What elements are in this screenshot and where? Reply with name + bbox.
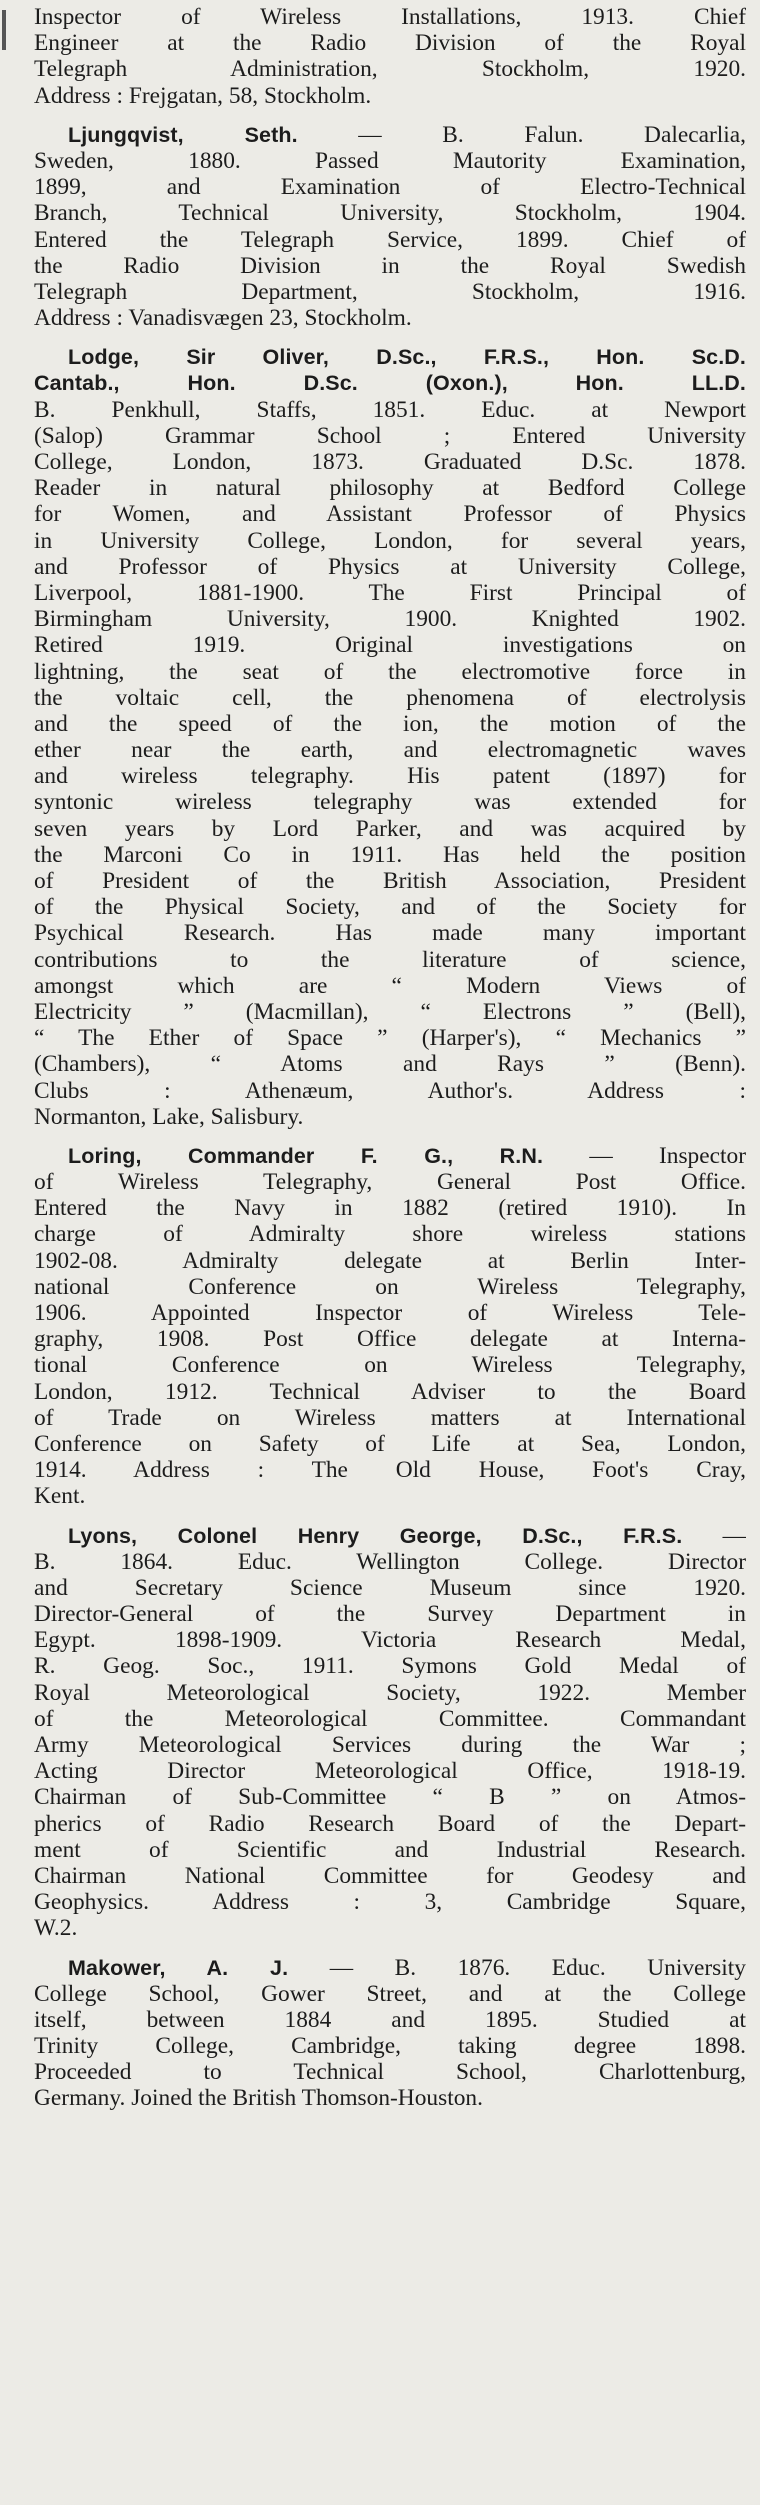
text-line: (Salop) Grammar School ; Entered University [34,422,746,449]
text-line: London, 1912. Technical Adviser to the Board [34,1378,746,1405]
entry-name: Ljungqvist, Seth. [68,122,298,147]
text-line: Birmingham University, 1900. Knighted 1902. [34,606,746,633]
text-line: Entered the Telegraph Service, 1899. Chief of [34,226,746,253]
text-line: the voltaic cell, the phenomena of electrolysis [34,684,746,711]
text-line: Telegraph Department, Stockholm, 1916. [34,278,746,305]
text-line: (Chambers), “ Atoms and Rays ” (Benn). [34,1051,746,1078]
text-line: Director-General of the Survey Department in [34,1601,746,1628]
text-line: seven years by Lord Parker, and was acquired by [34,815,746,842]
text-line: Inspector of Wireless Installations, 1913. Chief [34,4,746,30]
text-line: 1914. Address : The Old House, Foot's Cray, [34,1457,746,1484]
entry-loring [34,1143,746,1510]
entry-continuation [34,4,746,109]
text-line: syntonic wireless telegraphy was extended for [34,789,746,816]
text-line: of President of the British Association, President [34,868,746,894]
text-line: Engineer at the Radio Division of the Royal [34,30,746,57]
text-column [34,4,746,2125]
text-line: B. 1864. Educ. Wellington College. Director [34,1548,746,1575]
text-line: — [682,1522,746,1549]
text-line: of the Physical Society, and of the Society for [34,894,746,921]
entry-heading-line [34,370,746,396]
text-line: W.2. [34,1915,78,1942]
text-line: charge of Admiralty shore wireless stations [34,1221,746,1248]
text-line: Address : Frejgatan, 58, Stockholm. [34,82,372,109]
text-line: of the Meteorological Committee. Commandant [34,1705,746,1732]
text-line: national Conference on Wireless Telegraphy, [34,1273,746,1300]
entry-name: Loring, Commander F. G., R.N. [68,1143,544,1168]
text-line: the Marconi Co in 1911. Has held the position [34,841,746,868]
entry-lodge [34,344,746,1130]
text-line: Geophysics. Address : 3, Cambridge Square, [34,1889,746,1916]
text-line: for Women, and Assistant Professor of Physics [34,501,746,528]
text-line: pherics of Radio Research Board of the Depart- [34,1810,746,1837]
text-line: and the speed of the ion, the motion of the [34,710,746,737]
text-line: Kent. [34,1483,86,1510]
text-line: graphy, 1908. Post Office delegate at Interna- [34,1326,746,1353]
text-line: 1899, and Examination of Electro-Technical [34,174,746,201]
text-line: and wireless telegraphy. His patent (1897) for [34,763,746,790]
text-line: amongst which are “ Modern Views of [34,972,746,999]
text-line: tional Conference on Wireless Telegraphy, [34,1352,746,1379]
text-line: R. Geog. Soc., 1911. Symons Gold Medal of [34,1653,746,1680]
text-line: Conference on Safety of Life at Sea, London, [34,1430,746,1457]
entry-name: Makower, A. J. [68,1955,289,1980]
text-line: Egypt. 1898-1909. Victoria Research Medal, [34,1627,746,1654]
text-line: Entered the Navy in 1882 (retired 1910). In [34,1195,746,1222]
text-line: Proceeded to Technical School, Charlottenburg, [34,2059,746,2086]
entry-ljungqvist [34,122,746,332]
text-line: Chairman of Sub-Committee “ B ” on Atmos- [34,1784,746,1811]
text-line: Electricity ” (Macmillan), “ Electrons ” (Bell), [34,998,746,1025]
text-line: 1906. Appointed Inspector of Wireless Tele- [34,1300,746,1326]
text-line: College, London, 1873. Graduated D.Sc. 1878. [34,449,746,475]
text-line: College School, Gower Street, and at the College [34,1980,746,2007]
entry-name-cont: Cantab., Hon. D.Sc. (Oxon.), Hon. LL.D. [34,371,746,396]
text-line: Sweden, 1880. Passed Mautority Examination, [34,147,746,174]
entry-heading-line [34,344,746,370]
text-line: ether near the earth, and electromagnetic waves [34,737,746,764]
text-line: Retired 1919. Original investigations on [34,632,746,659]
text-line: in University College, London, for several years, [34,527,746,554]
text-line: and Secretary Science Museum since 1920. [34,1574,746,1601]
text-line: Psychical Research. Has made many important [34,920,746,947]
margin-mark [2,10,6,50]
text-line: itself, between 1884 and 1895. Studied at [34,2006,746,2033]
text-line: Liverpool, 1881-1900. The First Principal of [34,579,746,606]
text-line: Telegraph Administration, Stockholm, 1920. [34,56,746,83]
text-line: Clubs : Athenæum, Author's. Address : [34,1077,746,1104]
entry-lyons [34,1523,746,1942]
text-line: the Radio Division in the Royal Swedish [34,252,746,279]
text-line: Acting Director Meteorological Office, 1918-19. [34,1758,746,1785]
entry-makower [34,1955,746,2112]
text-line: — Inspector [543,1142,746,1169]
entry-name: Lodge, Sir Oliver, D.Sc., F.R.S., Hon. Sc.D. [68,345,746,370]
text-line: Reader in natural philosophy at Bedford College [34,475,746,502]
text-line: B. Penkhull, Staffs, 1851. Educ. at Newport [34,396,746,423]
entry-heading-line [34,1143,746,1169]
text-line: Normanton, Lake, Salisbury. [34,1103,304,1130]
entry-name: Lyons, Colonel Henry George, D.Sc., F.R.S. [68,1523,683,1548]
text-line: of Wireless Telegraphy, General Post Office. [34,1169,746,1196]
text-line: 1902-08. Admiralty delegate at Berlin Inter- [34,1247,746,1274]
text-line: Branch, Technical University, Stockholm, 1904. [34,200,746,227]
text-line: contributions to the literature of science, [34,946,746,973]
text-line: ment of Scientific and Industrial Research. [34,1836,746,1863]
text-line: of Trade on Wireless matters at International [34,1404,746,1431]
text-line: Germany. Joined the British Thomson-Houston. [34,2085,483,2112]
entry-heading-line [34,1955,746,1981]
entry-heading-line [34,122,746,148]
text-line: lightning, the seat of the electromotive force in [34,658,746,685]
entry-heading-line [34,1523,746,1549]
text-line: Address : Vanadisvægen 23, Stockholm. [34,305,412,332]
text-line: Royal Meteorological Society, 1922. Member [34,1679,746,1706]
text-line: — B. Falun. Dalecarlia, [297,121,746,148]
text-line: Army Meteorological Services during the War ; [34,1732,746,1758]
text-line: and Professor of Physics at University College, [34,553,746,580]
text-line: “ The Ether of Space ” (Harper's), “ Mechanics ” [34,1025,746,1052]
text-line: Trinity College, Cambridge, taking degree 1898. [34,2033,746,2060]
text-line: — B. 1876. Educ. University [288,1954,746,1981]
text-line: Chairman National Committee for Geodesy and [34,1862,746,1889]
